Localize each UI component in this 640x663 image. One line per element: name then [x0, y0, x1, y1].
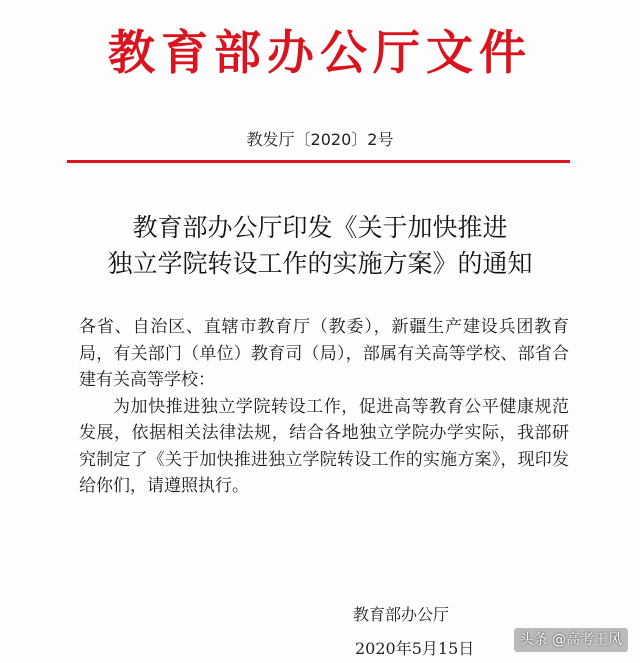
document-title	[60, 210, 580, 282]
issue-date: 2020年5月15日	[355, 639, 475, 658]
document-body	[79, 314, 569, 500]
main-paragraph: 为加快推进独立学院转设工作，促进高等教育公平健康规范发展，依据相关法律法规，结合各地独立学院办学实际，我部研究制定了《关于加快推进独立学院转设工作的实施方案》，现印发给你们，请遵照执行。	[79, 396, 569, 496]
document-header: 教育部办公厅文件	[108, 26, 532, 81]
title-line-2: 独立学院转设工作的实施方案》的通知	[107, 249, 533, 278]
document-number: 教发厅〔2020〕2号	[246, 130, 394, 149]
issuer-signature: 教育部办公厅	[353, 605, 450, 624]
source-watermark: 头条 @高考王风	[514, 628, 628, 652]
title-line-1: 教育部办公厅印发《关于加快推进	[132, 213, 508, 242]
recipients-paragraph: 各省、自治区、直辖市教育厅（教委），新疆生产建设兵团教育局，有关部门（单位）教育司（局），部属有关高等学校、部省合建有关高等学校：	[79, 317, 569, 390]
red-divider	[67, 160, 570, 163]
